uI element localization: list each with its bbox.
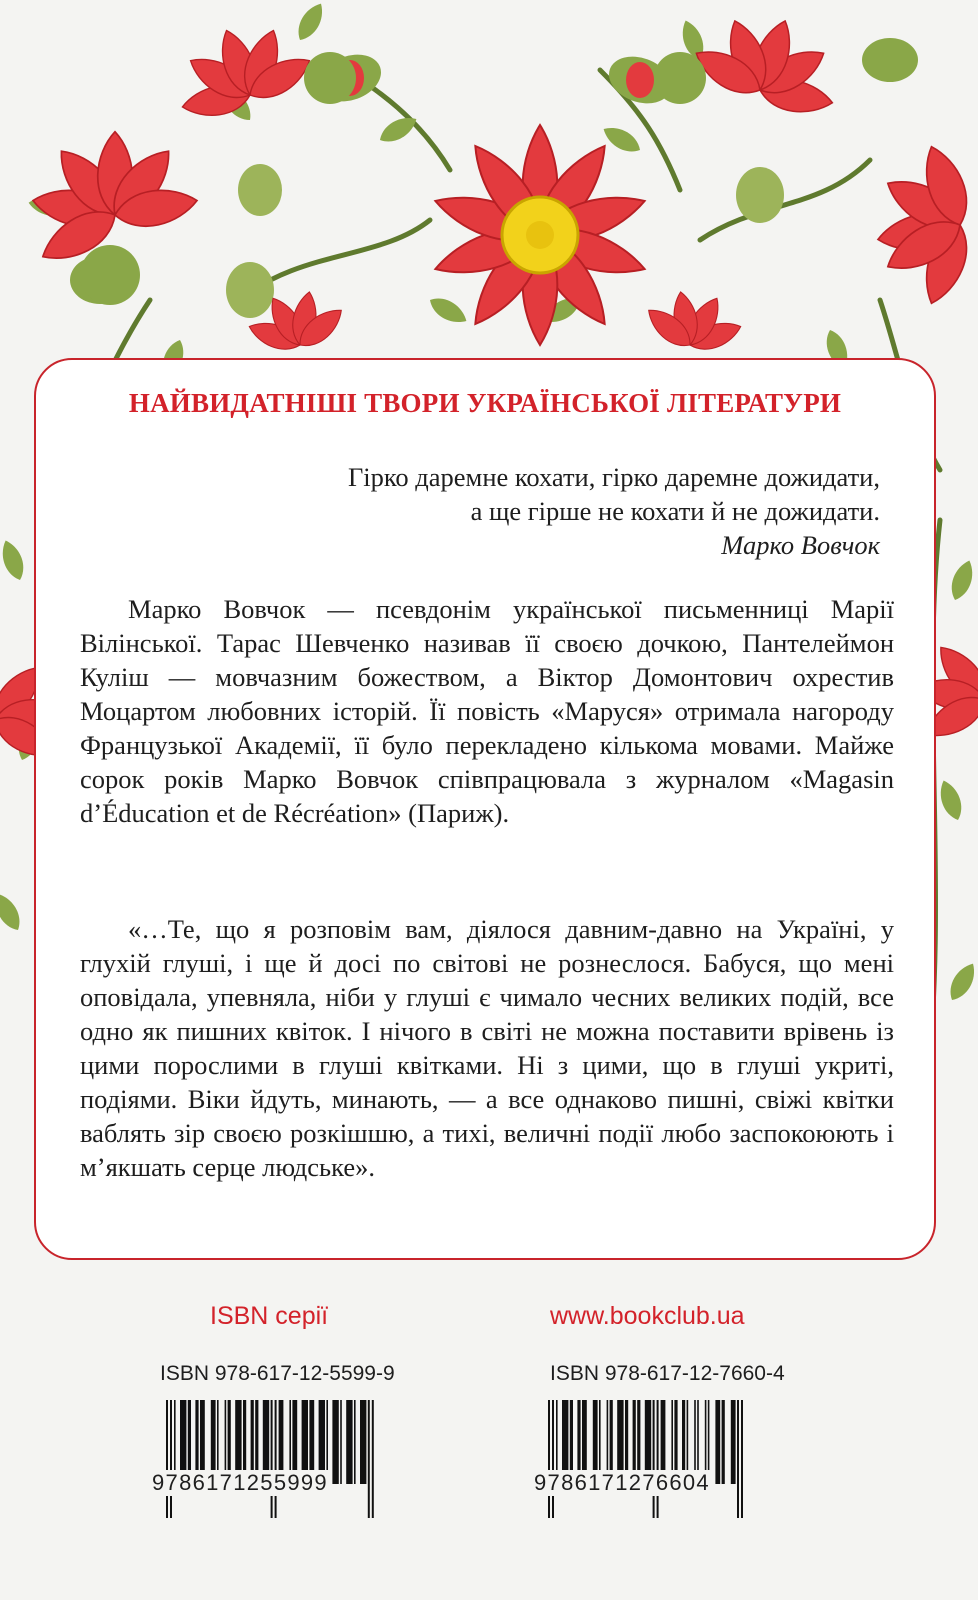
series-isbn: ISBN 978-617-12-5599-9 [160, 1362, 395, 1385]
epigraph-line-1: Гірко даремне кохати, гірко даремне дожидати, [347, 462, 880, 492]
epigraph [348, 460, 880, 562]
annotation-panel [34, 358, 936, 1260]
epigraph-line-2: а ще гірше не кохати й не дожидати. [470, 496, 880, 526]
book-barcode [532, 1400, 794, 1518]
book-barcode-digits: 9786171276604 [534, 1470, 710, 1495]
epigraph-author: Марко Вовчок [721, 530, 880, 560]
website-link[interactable]: www.bookclub.ua [550, 1302, 745, 1330]
description-paragraph: Марко Вовчок — псевдонім української письменниці Марії Вілінської. Тарас Шевченко називав її своєю дочкою, Пантелеймон Куліш — мовчазним божеством, а Віктор Домонтович охрестив Моцартом любовних історій. Її повість «Маруся» отримала нагороду Французької Академії, її було перекладено кількома мовами. Майже сорок років Марко Вовчок співпрацювала з журналом «Magasin d’Éducation et de Récréation» (Париж). [80, 594, 894, 828]
excerpt-paragraph: «…Те, що я розповім вам, діялося давним-давно на Україні, у глухій глуші, і ще й досі по світові не рознеслося. Бабуся, що мені оповідала, упевняла, ніби у глуші є чимало чесних великих подій, все одно як пишних квіток. І нічого в світі не можна поставити врівень із цими порослими в глуші квітками. Ні з цими, що в глуші укриті, подіями. Віки йдуть, минають, — а все однаково пишні, свіжі квітки ваблять зір своєю розкішшю, а тихі, величні події любо заспокоюють і м’якшать серце людське». [80, 914, 894, 1182]
series-barcode [150, 1400, 412, 1518]
series-isbn-label: ISBN серії [210, 1302, 329, 1330]
book-isbn: ISBN 978-617-12-7660-4 [550, 1362, 785, 1385]
series-barcode-digits: 9786171255999 [152, 1470, 328, 1495]
series-title: НАЙВИДАТНІШІ ТВОРИ УКРАЇНСЬКОЇ ЛІТЕРАТУРИ [128, 388, 842, 418]
